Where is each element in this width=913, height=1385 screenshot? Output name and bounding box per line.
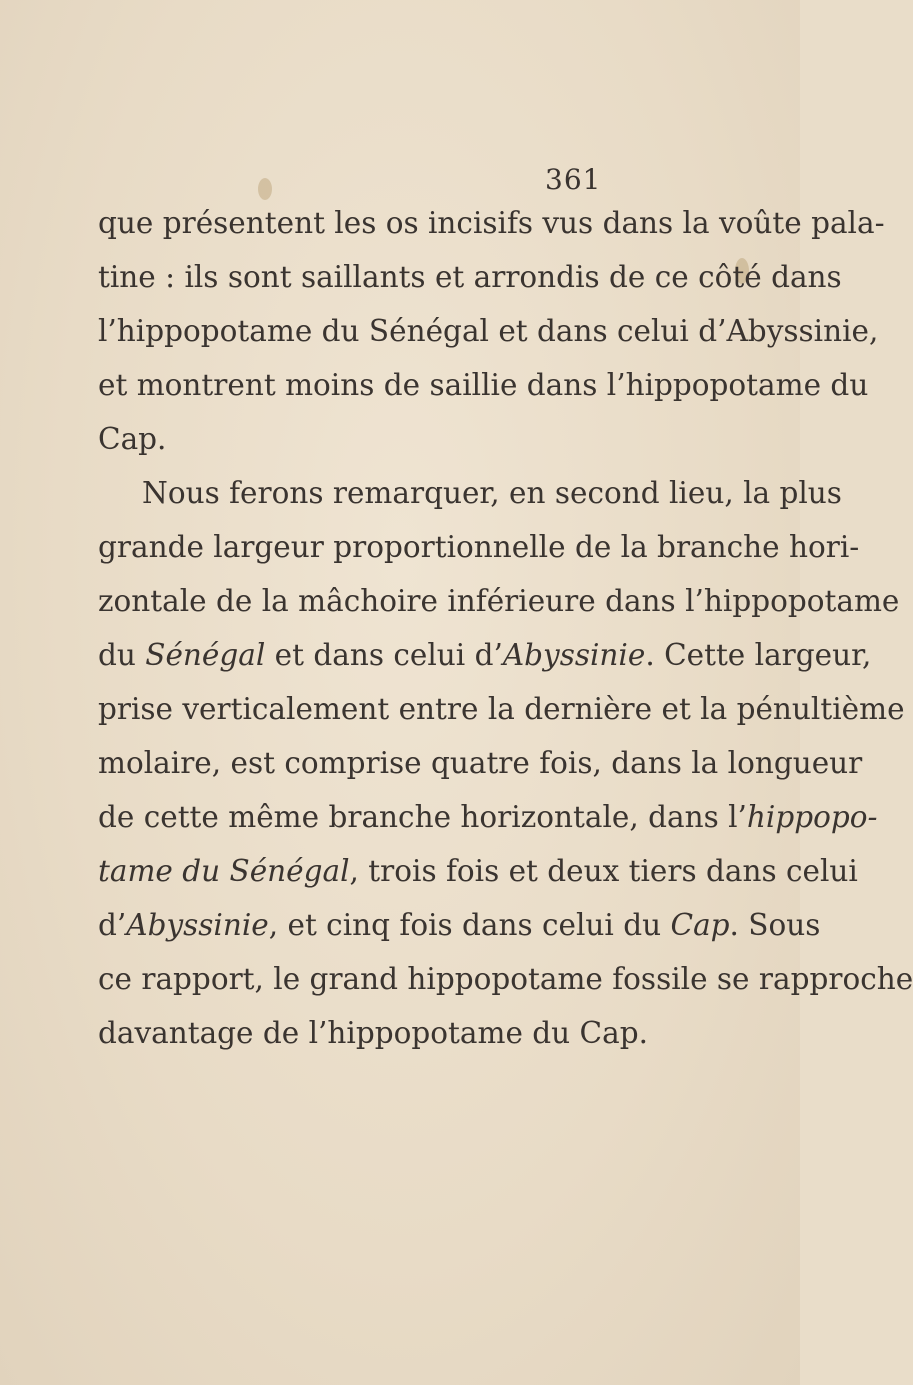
text-line: grande largeur proportionnelle de la branche hori- <box>98 530 860 564</box>
text-line: et montrent moins de saillie dans l’hippopotame du <box>98 368 869 402</box>
text-line: tame du Sénégal, trois fois et deux tiers dans celui <box>98 854 858 888</box>
place-name: Abyssinie <box>126 908 269 942</box>
text-line: zontale de la mâchoire inférieure dans l’hippopotame <box>98 584 900 618</box>
page-number: 361 <box>545 163 602 196</box>
place-name: Abyssinie <box>502 638 646 672</box>
species-name: tame du Sénégal <box>98 854 350 888</box>
text-line: Nous ferons remarquer, en second lieu, la plus <box>142 476 842 510</box>
text-line: Cap. <box>98 422 167 456</box>
place-name: Cap <box>670 908 730 942</box>
text-line: tine : ils sont saillants et arrondis de ce côté dans <box>98 260 842 294</box>
species-name: hippopo- <box>746 800 878 834</box>
text-line: que présentent les os incisifs vus dans la voûte pala- <box>98 206 885 240</box>
text-line: de cette même branche horizontale, dans l’hippopo- <box>98 800 878 834</box>
text-line: du Sénégal et dans celui d’Abyssinie. Cette largeur, <box>98 638 872 672</box>
text-line: molaire, est comprise quatre fois, dans la longueur <box>98 746 863 780</box>
text-line: davantage de l’hippopotame du Cap. <box>98 1016 648 1050</box>
text-line: d’Abyssinie, et cinq fois dans celui du Cap. Sous <box>98 908 821 942</box>
place-name: Sénégal <box>145 638 266 672</box>
text-line: l’hippopotame du Sénégal et dans celui d’Abyssinie, <box>98 314 879 348</box>
text-line: ce rapport, le grand hippopotame fossile se rapproche <box>98 962 913 996</box>
text-line: prise verticalement entre la dernière et la pénultième <box>98 692 905 726</box>
body-text <box>98 196 913 1060</box>
